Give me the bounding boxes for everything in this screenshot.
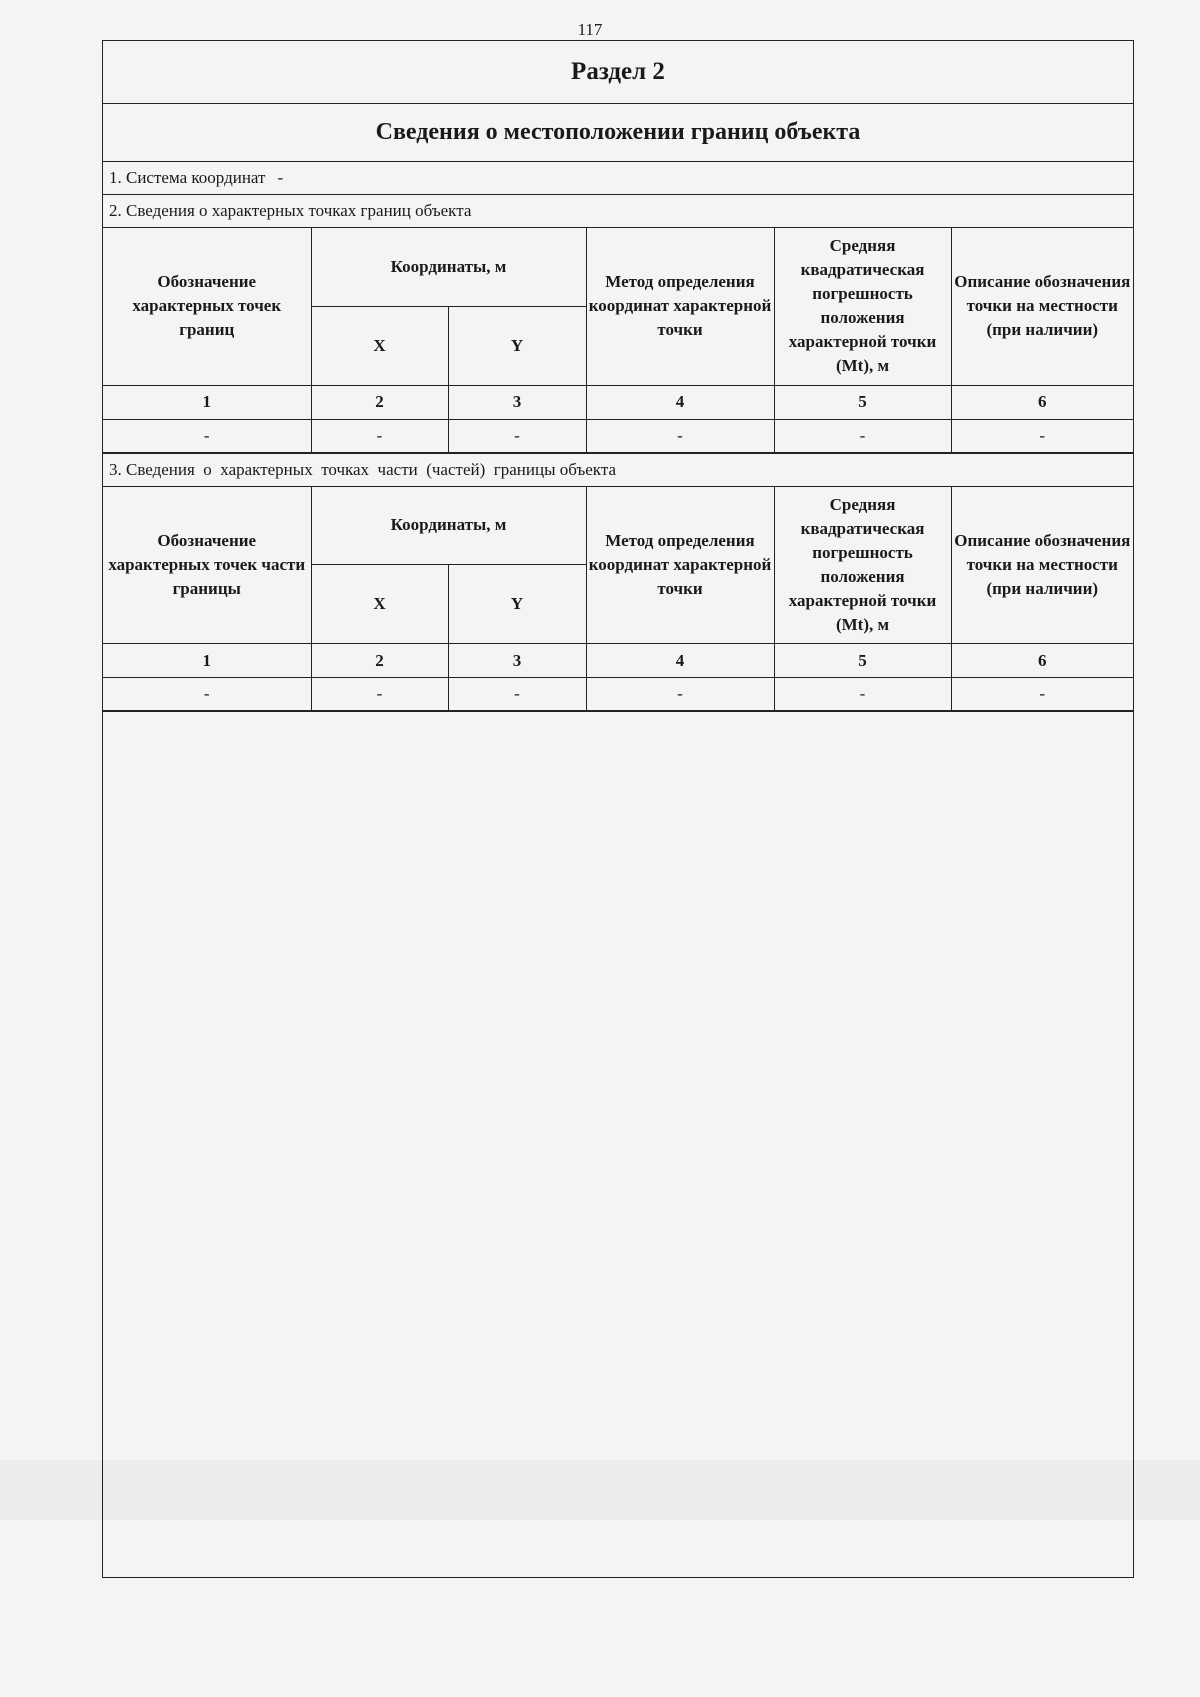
table1-column-numbers [103, 385, 1133, 419]
table2-cell: - [586, 678, 774, 711]
table1-colnum: 5 [774, 385, 951, 419]
table2-header-x: X [311, 565, 448, 644]
coordinate-system-row [103, 162, 1133, 195]
table1-header-row-top [103, 228, 1133, 306]
table1-colnum: 6 [951, 385, 1133, 419]
table1-colnum: 3 [448, 385, 586, 419]
table1-header-coordinates: Координаты, м [311, 228, 586, 306]
table2-caption: 3. Сведения о характерных точках части (частей) границы объекта [103, 454, 1133, 487]
table1-header-designation: Обозначение характерных точек границ [103, 228, 311, 385]
table-row [103, 419, 1133, 452]
table2-cell: - [103, 678, 311, 711]
table2 [103, 487, 1133, 712]
table1 [103, 228, 1133, 453]
table2-colnum: 3 [448, 644, 586, 678]
table2-header-method: Метод определения координат характерной точки [586, 487, 774, 644]
table1-header-description: Описание обозначения точки на местности (при наличии) [951, 228, 1133, 385]
table2-header-description: Описание обозначения точки на местности (при наличии) [951, 487, 1133, 644]
table1-colnum: 4 [586, 385, 774, 419]
table2-colnum: 5 [774, 644, 951, 678]
section-title: Раздел 2 [103, 41, 1133, 104]
table2-colnum: 1 [103, 644, 311, 678]
table2-header-error: Средняя квадратическая погрешность положения характерной точки (Mt), м [774, 487, 951, 644]
table1-cell: - [448, 419, 586, 452]
coordinate-system-label: 1. Система координат [109, 168, 266, 187]
table2-header-row-top [103, 487, 1133, 565]
table2-colnum: 2 [311, 644, 448, 678]
table1-cell: - [586, 419, 774, 452]
table2-cell: - [951, 678, 1133, 711]
table1-cell: - [951, 419, 1133, 452]
coordinate-system-value: - [277, 168, 284, 187]
table2-header-designation: Обозначение характерных точек части границы [103, 487, 311, 644]
table1-cell: - [774, 419, 951, 452]
table1-header-y: Y [448, 306, 586, 385]
table2-header-coordinates: Координаты, м [311, 487, 586, 565]
table1-colnum: 2 [311, 385, 448, 419]
table2-colnum: 6 [951, 644, 1133, 678]
section-subtitle: Сведения о местоположении границ объекта [103, 104, 1133, 162]
table1-header-x: X [311, 306, 448, 385]
table1-caption: 2. Сведения о характерных точках границ объекта [103, 195, 1133, 228]
table2-colnum: 4 [586, 644, 774, 678]
table-row [103, 678, 1133, 711]
table1-cell: - [311, 419, 448, 452]
table2-container [103, 487, 1133, 713]
table2-column-numbers [103, 644, 1133, 678]
table2-header-y: Y [448, 565, 586, 644]
table2-cell: - [448, 678, 586, 711]
table1-header-method: Метод определения координат характерной точки [586, 228, 774, 385]
table1-header-error: Средняя квадратическая погрешность положения характерной точки (Mt), м [774, 228, 951, 385]
table1-container [103, 228, 1133, 454]
form-frame [102, 40, 1134, 1578]
table1-colnum: 1 [103, 385, 311, 419]
table1-cell: - [103, 419, 311, 452]
table2-cell: - [311, 678, 448, 711]
page-number: 117 [577, 20, 603, 39]
table2-cell: - [774, 678, 951, 711]
